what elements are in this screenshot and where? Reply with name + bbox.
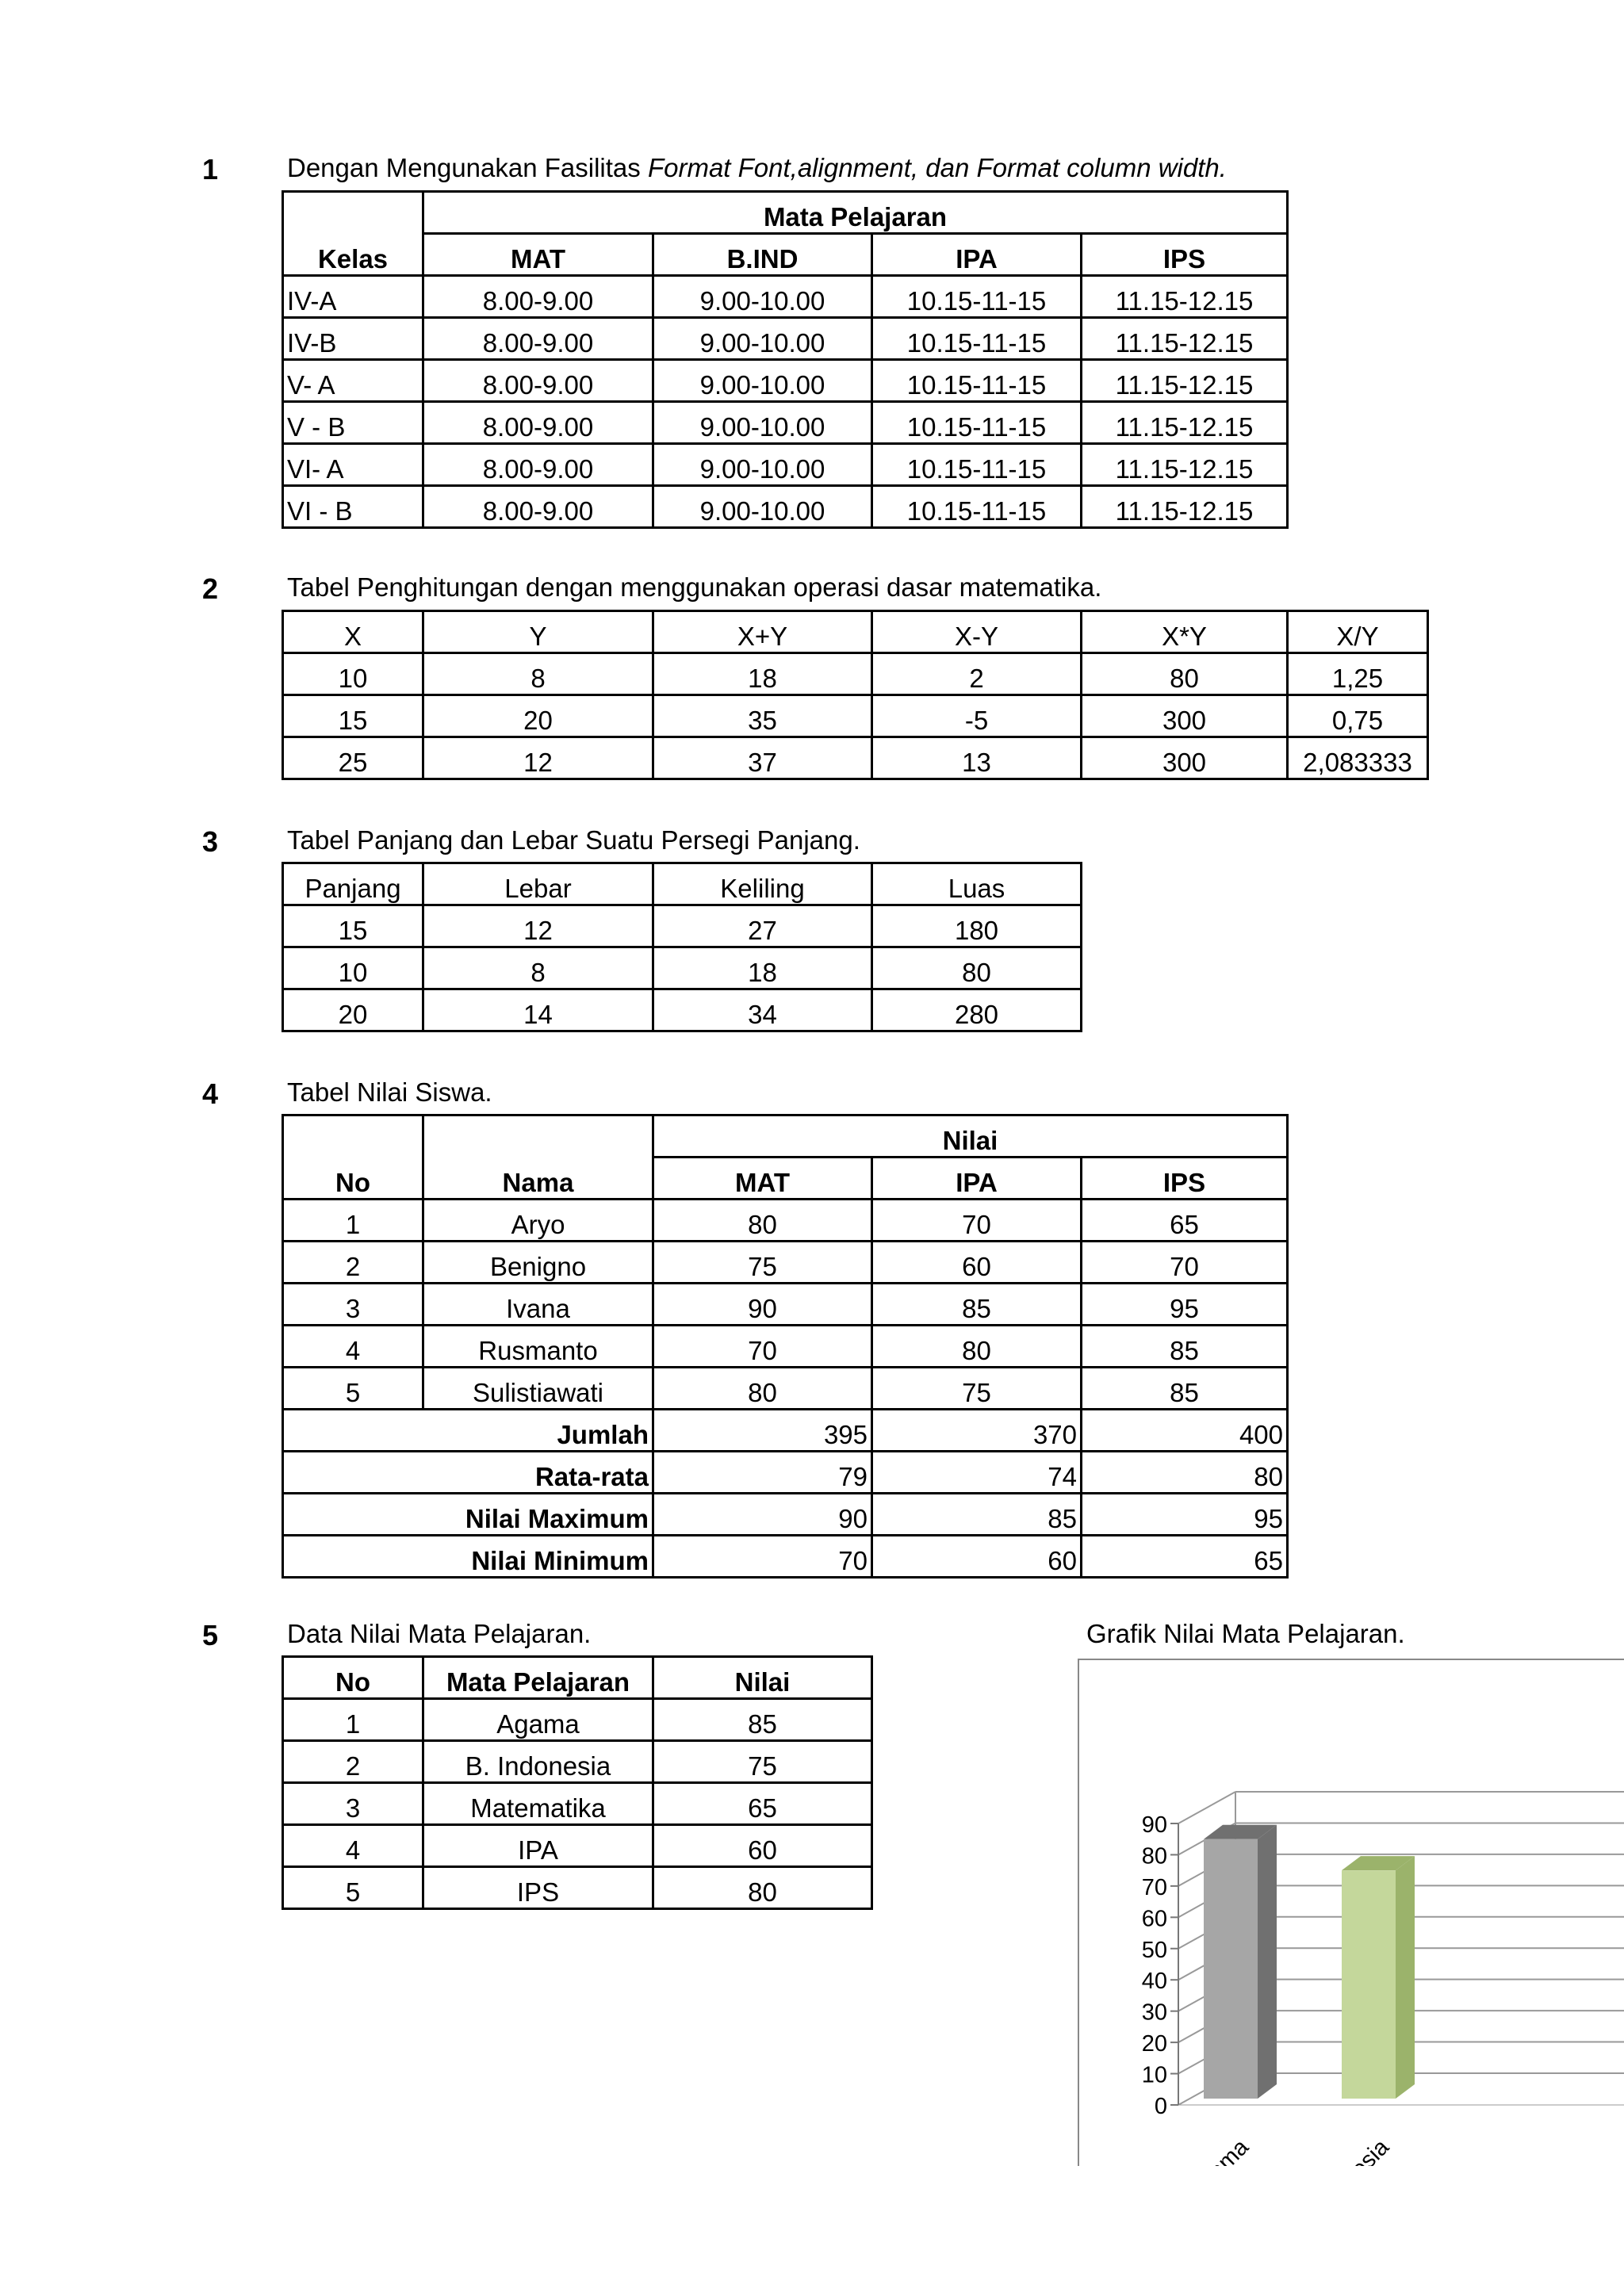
subject-scores-table bbox=[282, 1655, 873, 1910]
subject-header: IPS bbox=[1082, 234, 1288, 276]
section-caption: Data Nilai Mata Pelajaran. bbox=[287, 1619, 592, 1648]
column-header: No bbox=[283, 1657, 423, 1699]
time-cell: 10.15-11-15 bbox=[872, 402, 1082, 444]
y-tick-label: 80 bbox=[1141, 1843, 1167, 1869]
summary-value: 65 bbox=[1082, 1536, 1288, 1578]
table-cell: 18 bbox=[653, 947, 872, 989]
table-row bbox=[283, 1699, 872, 1741]
column-header: X/Y bbox=[1288, 611, 1428, 653]
time-cell: 11.15-12.15 bbox=[1082, 318, 1288, 360]
time-cell: 8.00-9.00 bbox=[423, 318, 653, 360]
table-cell: 65 bbox=[1082, 1200, 1288, 1242]
table-cell: Ivana bbox=[423, 1284, 653, 1326]
rectangle-table bbox=[282, 862, 1082, 1032]
table-row bbox=[283, 989, 1082, 1031]
caption-italic-text: Format Font,alignment, dan Format column width. bbox=[647, 153, 1227, 182]
table-row bbox=[283, 1867, 872, 1909]
table-cell: 70 bbox=[872, 1200, 1082, 1242]
section-caption bbox=[287, 153, 1227, 183]
summary-value: 60 bbox=[872, 1536, 1082, 1578]
table-row bbox=[283, 486, 1288, 528]
chart-caption: Grafik Nilai Mata Pelajaran. bbox=[1086, 1619, 1405, 1648]
y-tick-label: 70 bbox=[1141, 1874, 1167, 1900]
table-cell: 35 bbox=[653, 695, 872, 737]
table-cell: 12 bbox=[423, 905, 653, 947]
summary-row bbox=[283, 1410, 1288, 1452]
table-cell: 27 bbox=[653, 905, 872, 947]
y-tick-label: 0 bbox=[1154, 2094, 1167, 2119]
table-cell: 1 bbox=[283, 1699, 423, 1741]
column-header: X-Y bbox=[872, 611, 1082, 653]
subject-header: IPA bbox=[872, 234, 1082, 276]
table-cell: 60 bbox=[653, 1825, 872, 1867]
subject-header: MAT bbox=[423, 234, 653, 276]
table-cell: 5 bbox=[283, 1368, 423, 1410]
summary-label: Jumlah bbox=[283, 1410, 653, 1452]
table-row bbox=[283, 695, 1428, 737]
table-cell: 2 bbox=[283, 1741, 423, 1783]
table-cell: 75 bbox=[872, 1368, 1082, 1410]
table-cell: 2 bbox=[872, 653, 1082, 695]
column-header: Keliling bbox=[653, 863, 872, 905]
table-cell: IPS bbox=[423, 1867, 653, 1909]
table-cell: 180 bbox=[872, 905, 1082, 947]
y-tick-label: 90 bbox=[1141, 1812, 1167, 1838]
column-header: Lebar bbox=[423, 863, 653, 905]
table-cell: 300 bbox=[1082, 695, 1288, 737]
table-cell: 10 bbox=[283, 947, 423, 989]
class-cell: V - B bbox=[283, 402, 423, 444]
time-cell: 11.15-12.15 bbox=[1082, 486, 1288, 528]
table-cell: 80 bbox=[1082, 653, 1288, 695]
time-cell: 9.00-10.00 bbox=[653, 486, 872, 528]
table-cell: 15 bbox=[283, 695, 423, 737]
time-cell: 11.15-12.15 bbox=[1082, 402, 1288, 444]
table-cell: 85 bbox=[1082, 1326, 1288, 1368]
y-tick-label: 40 bbox=[1141, 1969, 1167, 1995]
time-cell: 8.00-9.00 bbox=[423, 276, 653, 318]
nilai-header: Nilai bbox=[653, 1115, 1288, 1158]
table-header-row bbox=[283, 1115, 1288, 1158]
table-cell: 80 bbox=[872, 1326, 1082, 1368]
class-cell: VI- A bbox=[283, 444, 423, 486]
y-tick-label: 20 bbox=[1141, 2031, 1167, 2057]
table-cell: Aryo bbox=[423, 1200, 653, 1242]
table-cell: 85 bbox=[653, 1699, 872, 1741]
table-row bbox=[283, 1368, 1288, 1410]
table-cell: 280 bbox=[872, 989, 1082, 1031]
column-header: Y bbox=[423, 611, 653, 653]
table-cell: 65 bbox=[653, 1783, 872, 1825]
column-header: X*Y bbox=[1082, 611, 1288, 653]
time-cell: 9.00-10.00 bbox=[653, 318, 872, 360]
time-cell: 11.15-12.15 bbox=[1082, 444, 1288, 486]
table-cell: 80 bbox=[653, 1200, 872, 1242]
column-header: Nilai bbox=[653, 1657, 872, 1699]
table-row bbox=[283, 444, 1288, 486]
column-header: Luas bbox=[872, 863, 1082, 905]
y-tick-label: 60 bbox=[1141, 1906, 1167, 1932]
bar-side bbox=[1396, 1856, 1415, 2099]
table-cell: 75 bbox=[653, 1741, 872, 1783]
column-header: Panjang bbox=[283, 863, 423, 905]
table-cell: 8 bbox=[423, 947, 653, 989]
table-cell: Rusmanto bbox=[423, 1326, 653, 1368]
table-row bbox=[283, 737, 1428, 779]
summary-label: Rata-rata bbox=[283, 1452, 653, 1494]
table-cell: 4 bbox=[283, 1326, 423, 1368]
table-row bbox=[283, 1284, 1288, 1326]
table-cell: Agama bbox=[423, 1699, 653, 1741]
class-cell: IV-B bbox=[283, 318, 423, 360]
table-cell: 37 bbox=[653, 737, 872, 779]
class-cell: VI - B bbox=[283, 486, 423, 528]
chart-svg bbox=[1077, 1659, 1624, 2166]
time-cell: 10.15-11-15 bbox=[872, 318, 1082, 360]
table-row bbox=[283, 318, 1288, 360]
table-cell: 60 bbox=[872, 1242, 1082, 1284]
table-row bbox=[283, 1242, 1288, 1284]
table-header-row bbox=[283, 611, 1428, 653]
y-tick-label: 10 bbox=[1141, 2062, 1167, 2088]
no-header: No bbox=[283, 1115, 423, 1200]
table-cell: 300 bbox=[1082, 737, 1288, 779]
table-cell: 25 bbox=[283, 737, 423, 779]
calculation-table bbox=[282, 610, 1429, 780]
summary-row bbox=[283, 1452, 1288, 1494]
table-cell: 70 bbox=[1082, 1242, 1288, 1284]
time-cell: 11.15-12.15 bbox=[1082, 360, 1288, 402]
y-tick-label: 50 bbox=[1141, 1937, 1167, 1963]
time-cell: 8.00-9.00 bbox=[423, 402, 653, 444]
table-cell: 2 bbox=[283, 1242, 423, 1284]
summary-value: 370 bbox=[872, 1410, 1082, 1452]
time-cell: 10.15-11-15 bbox=[872, 360, 1082, 402]
table-row bbox=[283, 1326, 1288, 1368]
class-cell: IV-A bbox=[283, 276, 423, 318]
summary-value: 95 bbox=[1082, 1494, 1288, 1536]
table-row bbox=[283, 653, 1428, 695]
column-header: X bbox=[283, 611, 423, 653]
summary-label: Nilai Maximum bbox=[283, 1494, 653, 1536]
subject-header: MAT bbox=[653, 1158, 872, 1200]
section-number: 5 bbox=[202, 1619, 219, 1651]
table-cell: 8 bbox=[423, 653, 653, 695]
table-cell: 4 bbox=[283, 1825, 423, 1867]
table-header-row bbox=[283, 192, 1288, 234]
time-cell: 10.15-11-15 bbox=[872, 276, 1082, 318]
time-cell: 10.15-11-15 bbox=[872, 486, 1082, 528]
subject-scores-chart bbox=[1077, 1659, 1624, 2166]
summary-value: 90 bbox=[653, 1494, 872, 1536]
summary-value: 80 bbox=[1082, 1452, 1288, 1494]
kelas-header: Kelas bbox=[283, 192, 423, 276]
subject-header: B.IND bbox=[653, 234, 872, 276]
section-caption: Tabel Panjang dan Lebar Suatu Persegi Panjang. bbox=[287, 825, 860, 855]
x-tick-label: ama bbox=[1204, 2134, 1254, 2166]
table-cell: 85 bbox=[872, 1284, 1082, 1326]
y-tick-label: 30 bbox=[1141, 1999, 1167, 2026]
summary-value: 74 bbox=[872, 1452, 1082, 1494]
caption-text: Dengan Mengunakan Fasilitas bbox=[287, 153, 648, 182]
time-cell: 10.15-11-15 bbox=[872, 444, 1082, 486]
table-cell: 18 bbox=[653, 653, 872, 695]
x-tick-label: nesia bbox=[1337, 2134, 1394, 2166]
time-cell: 9.00-10.00 bbox=[653, 402, 872, 444]
table-cell: 15 bbox=[283, 905, 423, 947]
table-cell: 1,25 bbox=[1288, 653, 1428, 695]
time-cell: 8.00-9.00 bbox=[423, 444, 653, 486]
table-cell: 85 bbox=[1082, 1368, 1288, 1410]
table-cell: IPA bbox=[423, 1825, 653, 1867]
table-header-row bbox=[283, 1657, 872, 1699]
student-scores-table bbox=[282, 1114, 1289, 1578]
table-row bbox=[283, 1783, 872, 1825]
section-number: 4 bbox=[202, 1077, 219, 1110]
table-cell: 12 bbox=[423, 737, 653, 779]
section-number: 2 bbox=[202, 572, 219, 605]
column-header: X+Y bbox=[653, 611, 872, 653]
table-cell: 20 bbox=[283, 989, 423, 1031]
mata-pelajaran-header: Mata Pelajaran bbox=[423, 192, 1288, 234]
table-cell: 80 bbox=[653, 1368, 872, 1410]
table-cell: Sulistiawati bbox=[423, 1368, 653, 1410]
table-cell: 2,083333 bbox=[1288, 737, 1428, 779]
bar bbox=[1204, 1839, 1258, 2099]
summary-row bbox=[283, 1494, 1288, 1536]
table-row bbox=[283, 905, 1082, 947]
table-row bbox=[283, 1825, 872, 1867]
section-caption: Tabel Nilai Siswa. bbox=[287, 1077, 492, 1107]
table-cell: -5 bbox=[872, 695, 1082, 737]
table-cell: 75 bbox=[653, 1242, 872, 1284]
table-cell: 14 bbox=[423, 989, 653, 1031]
class-schedule-table bbox=[282, 190, 1289, 529]
bar bbox=[1342, 1870, 1396, 2099]
class-cell: V- A bbox=[283, 360, 423, 402]
table-cell: 0,75 bbox=[1288, 695, 1428, 737]
table-row bbox=[283, 1200, 1288, 1242]
table-cell: 95 bbox=[1082, 1284, 1288, 1326]
summary-value: 70 bbox=[653, 1536, 872, 1578]
subject-header: IPA bbox=[872, 1158, 1082, 1200]
summary-label: Nilai Minimum bbox=[283, 1536, 653, 1578]
time-cell: 9.00-10.00 bbox=[653, 276, 872, 318]
time-cell: 8.00-9.00 bbox=[423, 360, 653, 402]
table-row bbox=[283, 947, 1082, 989]
table-cell: 80 bbox=[653, 1867, 872, 1909]
table-cell: 10 bbox=[283, 653, 423, 695]
table-row bbox=[283, 360, 1288, 402]
summary-value: 400 bbox=[1082, 1410, 1288, 1452]
table-cell: Matematika bbox=[423, 1783, 653, 1825]
table-cell: 5 bbox=[283, 1867, 423, 1909]
table-row bbox=[283, 402, 1288, 444]
side-gridline bbox=[1178, 1792, 1235, 1823]
section-caption: Tabel Penghitungan dengan menggunakan operasi dasar matematika. bbox=[287, 572, 1102, 602]
table-cell: 1 bbox=[283, 1200, 423, 1242]
table-cell: 90 bbox=[653, 1284, 872, 1326]
column-header: Mata Pelajaran bbox=[423, 1657, 653, 1699]
section-number: 3 bbox=[202, 825, 219, 858]
table-cell: B. Indonesia bbox=[423, 1741, 653, 1783]
time-cell: 9.00-10.00 bbox=[653, 360, 872, 402]
bar-side bbox=[1258, 1825, 1277, 2099]
table-cell: 3 bbox=[283, 1783, 423, 1825]
nama-header: Nama bbox=[423, 1115, 653, 1200]
summary-value: 79 bbox=[653, 1452, 872, 1494]
table-cell: 3 bbox=[283, 1284, 423, 1326]
time-cell: 8.00-9.00 bbox=[423, 486, 653, 528]
table-cell: 20 bbox=[423, 695, 653, 737]
subject-header: IPS bbox=[1082, 1158, 1288, 1200]
section-number: 1 bbox=[202, 153, 219, 186]
table-cell: 70 bbox=[653, 1326, 872, 1368]
table-cell: 80 bbox=[872, 947, 1082, 989]
table-header-row bbox=[283, 234, 1288, 276]
summary-value: 395 bbox=[653, 1410, 872, 1452]
table-cell: 13 bbox=[872, 737, 1082, 779]
table-header-row bbox=[283, 863, 1082, 905]
summary-row bbox=[283, 1536, 1288, 1578]
table-cell: Benigno bbox=[423, 1242, 653, 1284]
time-cell: 9.00-10.00 bbox=[653, 444, 872, 486]
summary-value: 85 bbox=[872, 1494, 1082, 1536]
table-row bbox=[283, 276, 1288, 318]
time-cell: 11.15-12.15 bbox=[1082, 276, 1288, 318]
table-row bbox=[283, 1741, 872, 1783]
table-cell: 34 bbox=[653, 989, 872, 1031]
